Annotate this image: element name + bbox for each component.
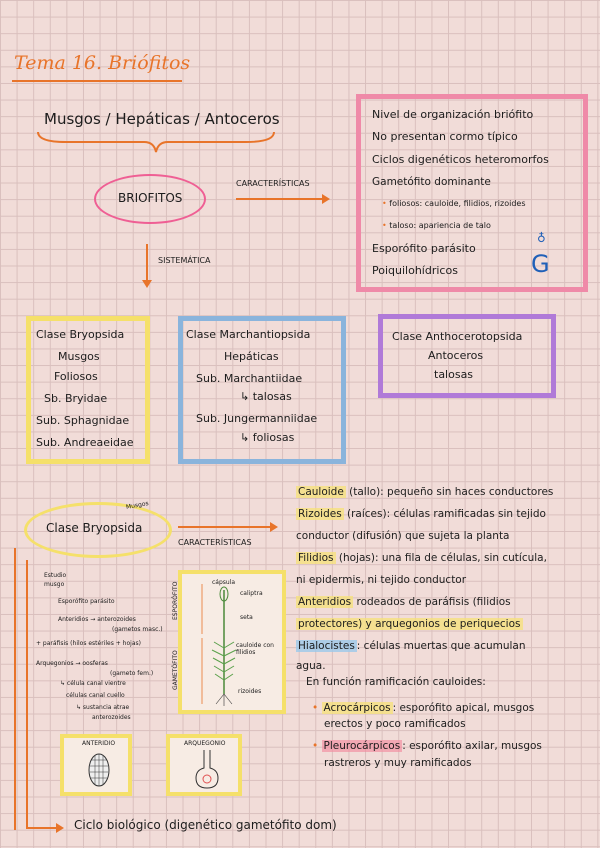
left-note-7: Arquegonios → oosferas	[36, 660, 108, 667]
marchantiopsida-line-2: Hepáticas	[224, 350, 279, 363]
left-note-9: ↳ célula canal vientre	[60, 680, 126, 687]
sistematica-label: SISTEMÁTICA	[158, 256, 211, 265]
arrow-to-characteristics	[236, 198, 328, 200]
marchantiopsida-line-6: ↳ foliosas	[240, 431, 295, 444]
anthocerotopsida-line-2: Antoceros	[428, 349, 484, 362]
biological-cycle: Ciclo biológico (digenético gametófito dom)	[74, 818, 337, 832]
briofitos-label: BRIOFITOS	[118, 191, 183, 205]
arrow-to-cycle	[26, 827, 62, 829]
sporophyte-symbol-icon: ♁	[537, 231, 546, 245]
left-note-11: ↳ sustancia atrae	[76, 704, 130, 711]
gametophyte-symbol: G	[531, 250, 550, 278]
bryopsida-line-3: Foliosos	[54, 370, 98, 383]
left-note-12: anterozoides	[92, 714, 131, 721]
left-note-4: Anteridios → anterozoides	[58, 616, 136, 623]
curly-brace	[36, 130, 276, 156]
note-line-9: agua.	[296, 660, 326, 672]
left-note-3: Esporófito parásito	[58, 598, 115, 605]
arrow-to-sistematica	[146, 244, 148, 284]
label-gametofito: GAMETÓFITO	[172, 650, 179, 690]
left-connector-2	[26, 560, 28, 828]
bryopsida-line-2: Musgos	[58, 350, 100, 363]
sub-bullet-1b: erectos y poco ramificados	[324, 718, 466, 730]
characteristics-box	[356, 94, 588, 292]
note-line-6: Anteridios rodeados de paráfisis (filidios	[298, 596, 511, 608]
left-note-10: células canal cuello	[66, 692, 125, 699]
sub-bullet-1: • Acrocárpicos : esporófito apical, musgos	[312, 702, 535, 714]
char-bullet-1: • foliosos: cauloide, filidios, rizoides	[382, 199, 526, 208]
note-line-10: En función ramificación cauloides:	[306, 676, 486, 688]
note-line-4: Filidios (hojas): una fila de células, sin cutícula,	[298, 552, 547, 564]
label-esporofito: ESPORÓFITO	[172, 581, 179, 620]
sub-bullet-2b: rastreros y muy ramificados	[324, 757, 472, 769]
marchantiopsida-line-5: Sub. Jungermanniidae	[196, 412, 318, 425]
note-line-5: ni epidermis, ni tejido conductor	[296, 574, 467, 586]
char-line-5: Esporófito parásito	[372, 242, 476, 255]
subtitle: Musgos / Hepáticas / Antoceros	[44, 110, 280, 128]
bryopsida-line-6: Sub. Andreaeidae	[36, 436, 134, 449]
arquegonio-illustration	[192, 748, 222, 790]
note-line-1: Cauloide (tallo): pequeño sin haces conductores	[298, 486, 554, 498]
title-underline	[12, 80, 182, 82]
arrow-to-notes	[178, 526, 276, 528]
marchantiopsida-line-3: Sub. Marchantiidae	[196, 372, 303, 385]
char-line-1: Nivel de organización briófito	[372, 108, 534, 121]
bryopsida-title: Clase Bryopsida	[36, 328, 125, 341]
anteridio-illustration	[84, 750, 114, 790]
caracteristicas2-label: CARACTERÍSTICAS	[178, 538, 252, 547]
label-seta: seta	[240, 614, 253, 621]
arquegonio-title: ARQUEGONIO	[184, 740, 226, 747]
label-cauloide: cauloide con filidios	[236, 642, 274, 656]
left-note-8: (gameto fem.)	[110, 670, 154, 677]
anteridio-title: ANTERIDIO	[82, 740, 116, 747]
char-line-6: Poiquilohídricos	[372, 264, 458, 277]
left-note-1: Estudio	[44, 572, 67, 579]
page-title: Tema 16. Briófitos	[14, 52, 191, 74]
left-note-6: + paráfisis (hilos estériles + hojas)	[36, 640, 141, 647]
left-note-5: (gametos masc.)	[112, 626, 163, 633]
label-rizoides: rizoides	[238, 688, 262, 695]
label-caliptra: caliptra	[240, 590, 263, 597]
anthocerotopsida-line-3: talosas	[434, 368, 474, 381]
bryopsida-line-5: Sub. Sphagnidae	[36, 414, 130, 427]
anthocerotopsida-title: Clase Anthocerotopsida	[392, 330, 523, 343]
sub-bullet-2: • Pleurocárpicos : esporófito axilar, musgos	[312, 740, 542, 752]
left-connector	[14, 548, 16, 830]
bryopsida-oval-label: Clase Bryopsida	[46, 521, 143, 535]
note-line-7: protectores) y arquegonios de periquecios	[298, 618, 521, 630]
marchantiopsida-title: Clase Marchantiopsida	[186, 328, 311, 341]
char-line-2: No presentan cormo típico	[372, 130, 518, 143]
caracteristicas-label: CARACTERÍSTICAS	[236, 179, 310, 188]
char-line-3: Ciclos digenéticos heteromorfos	[372, 153, 549, 166]
note-line-2: Rizoides (raíces): células ramificadas sin tejido	[298, 508, 546, 520]
label-capsula: cápsula	[212, 579, 236, 586]
musgos-tag: Musgos	[125, 500, 150, 511]
char-bullet-2: • taloso: apariencia de talo	[382, 221, 491, 230]
marchantiopsida-line-4: ↳ talosas	[240, 390, 292, 403]
bryopsida-line-4: Sb. Bryidae	[44, 392, 108, 405]
note-line-8: Hialocistes : células muertas que acumulan	[298, 640, 526, 652]
char-line-4: Gametófito dominante	[372, 176, 491, 188]
note-line-3: conductor (difusión) que sujeta la planta	[296, 530, 510, 542]
left-note-2: musgo	[44, 581, 65, 588]
